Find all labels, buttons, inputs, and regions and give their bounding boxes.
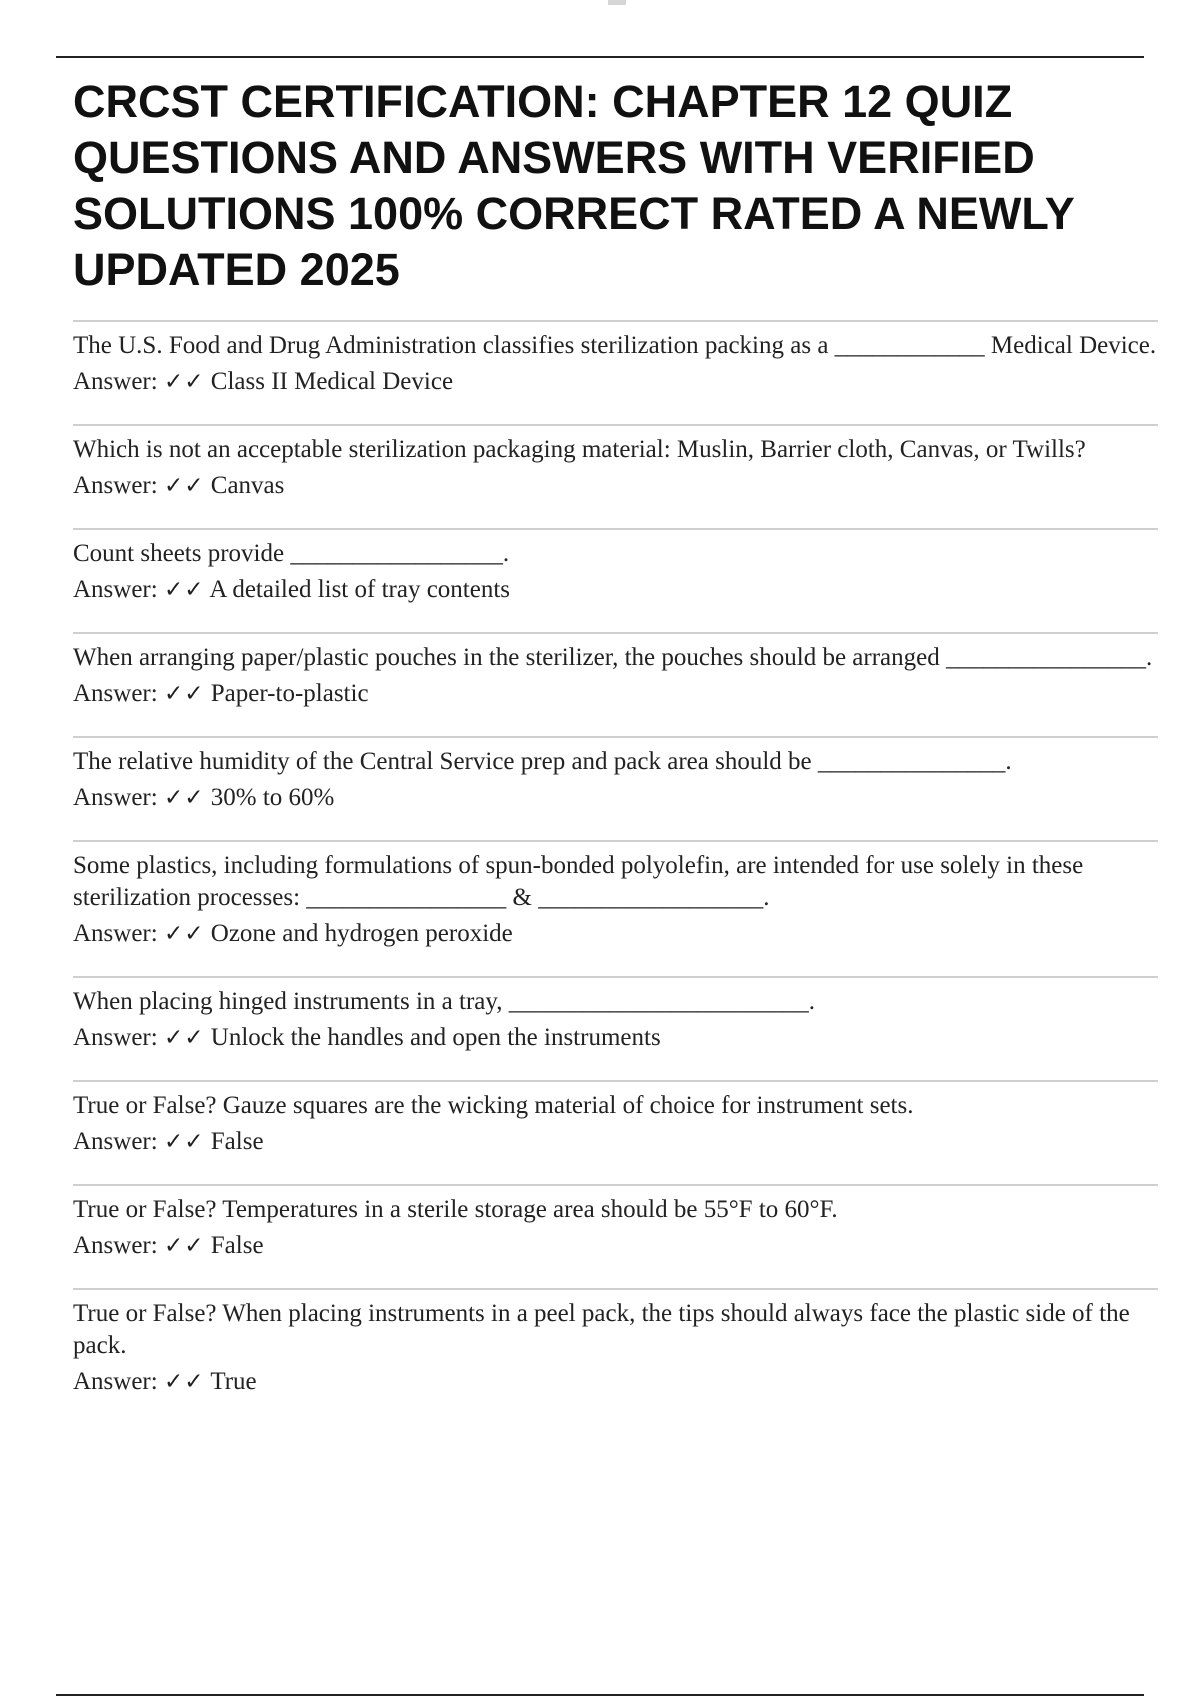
- answer-text: Paper-to-plastic: [210, 680, 369, 707]
- answer-line: [73, 366, 1158, 398]
- qa-item: [73, 632, 1158, 710]
- answer-line: [73, 1126, 1158, 1158]
- answer-label: Answer:: [73, 472, 158, 499]
- answer-label: Answer:: [73, 680, 158, 707]
- qa-item: [73, 1184, 1158, 1262]
- qa-item: [73, 320, 1158, 398]
- qa-item: [73, 976, 1158, 1054]
- double-check-icon: ✓✓: [163, 1233, 205, 1259]
- double-check-icon: ✓✓: [163, 473, 205, 499]
- answer-line: [73, 1230, 1158, 1262]
- double-check-icon: ✓✓: [163, 681, 205, 707]
- answer-label: Answer:: [73, 368, 158, 395]
- answer-text: True: [210, 1368, 257, 1395]
- answer-text: Unlock the handles and open the instruments: [210, 1024, 661, 1051]
- answer-text: Canvas: [210, 472, 285, 499]
- qa-item: [73, 1080, 1158, 1158]
- answer-text: False: [210, 1232, 264, 1259]
- answer-text: Class II Medical Device: [210, 368, 454, 395]
- answer-label: Answer:: [73, 920, 158, 947]
- qa-item: [73, 1288, 1158, 1398]
- qa-list: [73, 320, 1158, 1398]
- question-text: True or False? Gauze squares are the wicking material of choice for instrument sets.: [73, 1092, 914, 1119]
- answer-text: 30% to 60%: [210, 784, 335, 811]
- answer-label: Answer:: [73, 1024, 158, 1051]
- double-check-icon: ✓✓: [163, 1025, 205, 1051]
- answer-text: False: [210, 1128, 264, 1155]
- answer-label: Answer:: [73, 576, 158, 603]
- answer-label: Answer:: [73, 784, 158, 811]
- document-title: CRCST CERTIFICATION: CHAPTER 12 QUIZ QUESTIONS AND ANSWERS WITH VERIFIED SOLUTIONS 100% CORRECT RATED A NEWLY UPDATED 2025: [73, 76, 1074, 295]
- qa-item: [73, 424, 1158, 502]
- double-check-icon: ✓✓: [163, 1369, 205, 1395]
- question-text: Which is not an acceptable sterilization packaging material: Muslin, Barrier cloth, Canvas, or Twills?: [73, 436, 1086, 463]
- qa-item: [73, 840, 1158, 950]
- question-text: When arranging paper/plastic pouches in the sterilizer, the pouches should be arranged ________________.: [73, 644, 1153, 671]
- question-text: True or False? When placing instruments in a peel pack, the tips should always face the plastic side of the pack.: [73, 1300, 1130, 1359]
- answer-line: [73, 1366, 1158, 1398]
- answer-line: [73, 574, 1158, 606]
- answer-line: [73, 678, 1158, 710]
- double-check-icon: ✓✓: [163, 577, 205, 603]
- answer-text: Ozone and hydrogen peroxide: [210, 920, 513, 947]
- answer-label: Answer:: [73, 1368, 158, 1395]
- qa-item: [73, 736, 1158, 814]
- answer-line: [73, 1022, 1158, 1054]
- answer-label: Answer:: [73, 1232, 158, 1259]
- double-check-icon: ✓✓: [163, 785, 205, 811]
- answer-line: [73, 918, 1158, 950]
- question-text: Count sheets provide _________________.: [73, 540, 510, 567]
- answer-line: [73, 782, 1158, 814]
- answer-text: A detailed list of tray contents: [209, 576, 511, 603]
- top-rule: [56, 56, 1144, 58]
- answer-line: [73, 470, 1158, 502]
- question-text: True or False? Temperatures in a sterile storage area should be 55°F to 60°F.: [73, 1196, 838, 1223]
- qa-item: [73, 528, 1158, 606]
- question-text: When placing hinged instruments in a tray, ________________________.: [73, 988, 816, 1015]
- double-check-icon: ✓✓: [163, 369, 205, 395]
- double-check-icon: ✓✓: [163, 921, 205, 947]
- question-text: Some plastics, including formulations of spun-bonded polyolefin, are intended for use solely in these sterilization processes: ________________ & __________________.: [73, 852, 1084, 911]
- page-top-marker: [608, 0, 626, 5]
- question-text: The relative humidity of the Central Service prep and pack area should be _______________.: [73, 748, 1012, 775]
- question-text: The U.S. Food and Drug Administration classifies sterilization packing as a ____________ Medical Device.: [73, 332, 1157, 359]
- bottom-rule: [56, 1694, 1144, 1696]
- answer-label: Answer:: [73, 1128, 158, 1155]
- double-check-icon: ✓✓: [163, 1129, 205, 1155]
